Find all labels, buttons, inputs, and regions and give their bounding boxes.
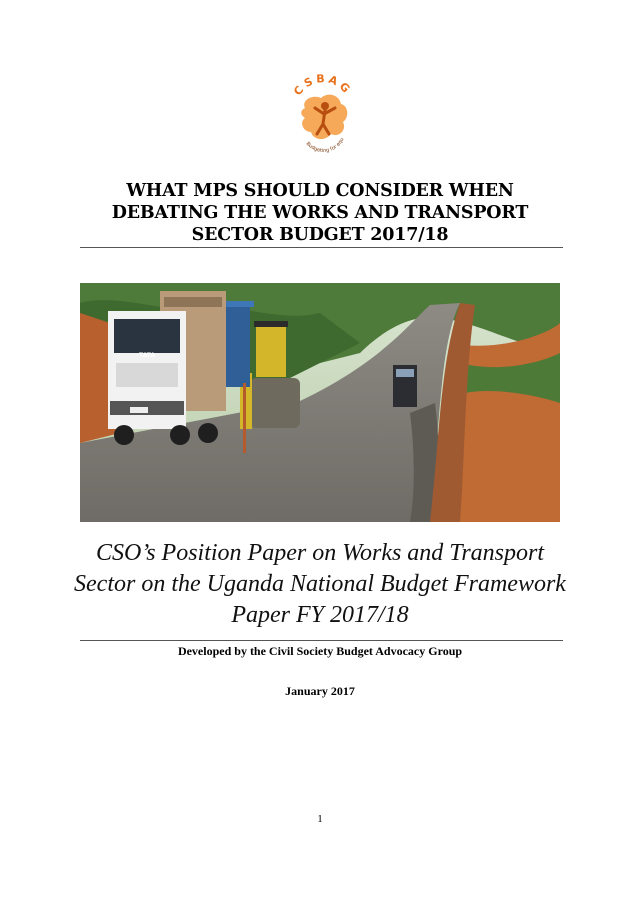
road-construction-photo	[80, 283, 560, 522]
title-line: SECTOR BUDGET 2017/18	[191, 225, 449, 245]
subtitle-line: Sector on the Uganda National Budget Framework	[74, 571, 566, 597]
document-title	[60, 180, 580, 246]
subtitle-line: CSO’s Position Paper on Works and Transport	[95, 540, 545, 566]
logo-name: CSBAG	[291, 72, 355, 99]
document-date: January 2017	[285, 684, 355, 698]
divider	[80, 640, 563, 641]
subtitle-line: Paper FY 2017/18	[231, 602, 409, 628]
page-number: 1	[317, 813, 323, 825]
title-line: DEBATING THE WORKS AND TRANSPORT	[111, 203, 529, 223]
logo-tagline: Budgeting for equ	[304, 136, 346, 154]
truck-badge: TATA	[138, 352, 156, 359]
developed-by-line: Developed by the Civil Society Budget Advocacy Group	[177, 644, 463, 658]
divider	[80, 247, 563, 248]
document-subtitle	[60, 538, 580, 631]
csbag-logo-icon	[283, 72, 363, 154]
csbag-logo	[283, 72, 363, 154]
title-line: WHAT MPS SHOULD CONSIDER WHEN	[126, 181, 514, 201]
svg-text:CSBAG	[291, 72, 354, 98]
